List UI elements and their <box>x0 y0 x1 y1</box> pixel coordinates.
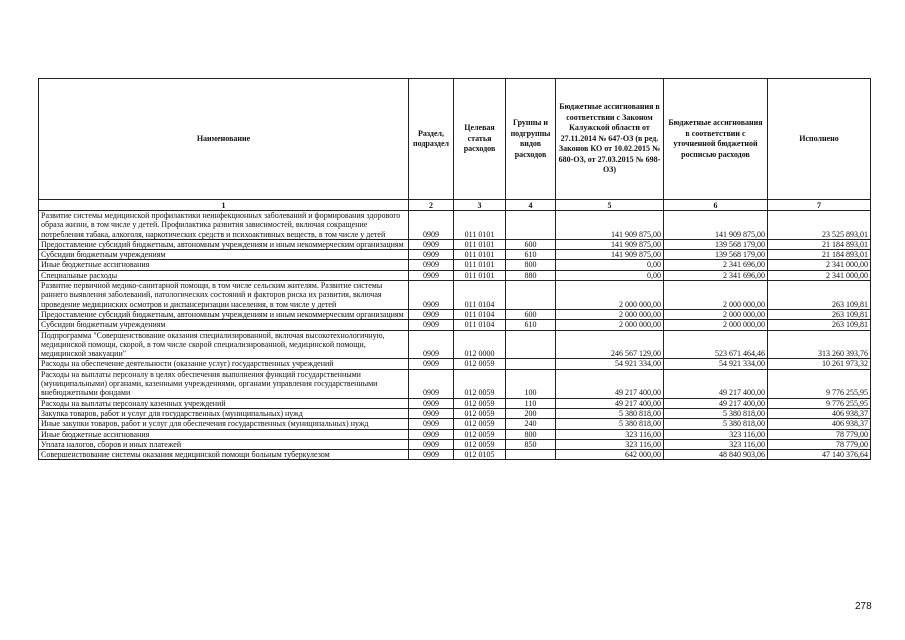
cell-section: 0909 <box>409 359 454 369</box>
cell-target: 011 0104 <box>454 309 506 319</box>
table-row <box>39 320 871 330</box>
cell-name: Расходы на выплаты персоналу в целях обеспечения выполнения функций государственными (муниципальными) органами, казенными учреждениями, органами управления государственными внебюджетными фондами <box>39 369 409 398</box>
budget-table <box>38 78 871 460</box>
cell-executed: 21 184 893,01 <box>768 250 871 260</box>
col-number: 6 <box>664 200 768 211</box>
col-number: 5 <box>556 200 664 211</box>
cell-section: 0909 <box>409 250 454 260</box>
col-number: 2 <box>409 200 454 211</box>
cell-group <box>506 330 556 359</box>
cell-target: 012 0105 <box>454 450 506 460</box>
cell-target: 011 0104 <box>454 281 506 310</box>
col-number: 1 <box>39 200 409 211</box>
cell-target: 011 0104 <box>454 320 506 330</box>
cell-group: 880 <box>506 270 556 280</box>
cell-refined: 323 116,00 <box>664 429 768 439</box>
table-row <box>39 309 871 319</box>
header-row <box>39 79 871 200</box>
cell-group: 610 <box>506 320 556 330</box>
cell-target: 011 0101 <box>454 260 506 270</box>
cell-target: 012 0059 <box>454 359 506 369</box>
cell-name: Иные закупки товаров, работ и услуг для обеспечения государственных (муниципальных) нужд <box>39 419 409 429</box>
cell-section: 0909 <box>409 330 454 359</box>
cell-refined: 49 217 400,00 <box>664 398 768 408</box>
cell-group: 200 <box>506 408 556 418</box>
cell-law: 323 116,00 <box>556 439 664 449</box>
cell-name: Субсидии бюджетным учреждениям <box>39 320 409 330</box>
cell-name: Иные бюджетные ассигнования <box>39 429 409 439</box>
col-number: 3 <box>454 200 506 211</box>
cell-name: Подпрограмма "Совершенствование оказания специализированной, включая высокотехнологичную, медицинской помощи, скорой, в том числе скорой специализированной, медицинской помощи, медицинской эвакуации" <box>39 330 409 359</box>
cell-executed: 78 779,00 <box>768 429 871 439</box>
cell-refined: 5 380 818,00 <box>664 419 768 429</box>
cell-executed: 9 776 255,95 <box>768 398 871 408</box>
cell-group: 240 <box>506 419 556 429</box>
table-row <box>39 408 871 418</box>
table-row <box>39 270 871 280</box>
table-row <box>39 239 871 249</box>
table-row <box>39 450 871 460</box>
cell-group: 610 <box>506 250 556 260</box>
cell-section: 0909 <box>409 309 454 319</box>
cell-executed: 78 779,00 <box>768 439 871 449</box>
table-row <box>39 330 871 359</box>
cell-executed: 10 261 973,32 <box>768 359 871 369</box>
table-row <box>39 419 871 429</box>
cell-law: 246 567 129,00 <box>556 330 664 359</box>
cell-refined: 141 909 875,00 <box>664 211 768 240</box>
column-numbers-row <box>39 200 871 211</box>
table-row <box>39 369 871 398</box>
cell-refined: 139 568 179,00 <box>664 239 768 249</box>
cell-executed: 21 184 893,01 <box>768 239 871 249</box>
cell-executed: 406 938,37 <box>768 408 871 418</box>
header-law: Бюджетные ассигнования в соответствии с Законом Калужской области от 27.11.2014 № 647-ОЗ (в ред. Законов КО от 10.02.2015 № 680-ОЗ, от 27.03.2015 № 698-ОЗ) <box>556 79 664 200</box>
cell-name: Субсидии бюджетным учреждениям <box>39 250 409 260</box>
cell-target: 012 0059 <box>454 408 506 418</box>
cell-executed: 2 341 000,00 <box>768 260 871 270</box>
cell-executed: 263 109,81 <box>768 281 871 310</box>
cell-law: 54 921 334,00 <box>556 359 664 369</box>
cell-group: 100 <box>506 369 556 398</box>
cell-section: 0909 <box>409 320 454 330</box>
cell-law: 141 909 875,00 <box>556 239 664 249</box>
cell-name: Предоставление субсидий бюджетным, автономным учреждениям и иным некоммерческим организациям <box>39 239 409 249</box>
cell-section: 0909 <box>409 369 454 398</box>
cell-executed: 263 109,81 <box>768 309 871 319</box>
page-number: 278 <box>855 601 872 612</box>
cell-refined: 48 840 903,06 <box>664 450 768 460</box>
cell-group: 800 <box>506 260 556 270</box>
cell-target: 011 0101 <box>454 270 506 280</box>
cell-target: 012 0059 <box>454 439 506 449</box>
cell-name: Специальные расходы <box>39 270 409 280</box>
cell-refined: 2 341 696,00 <box>664 260 768 270</box>
cell-name: Совершенствование системы оказания медицинской помощи больным туберкулезом <box>39 450 409 460</box>
cell-refined: 2 000 000,00 <box>664 320 768 330</box>
cell-group: 110 <box>506 398 556 408</box>
cell-law: 5 380 818,00 <box>556 408 664 418</box>
cell-law: 141 909 875,00 <box>556 211 664 240</box>
table-row <box>39 250 871 260</box>
table-row <box>39 439 871 449</box>
cell-group: 800 <box>506 429 556 439</box>
header-section: Раздел, подраздел <box>409 79 454 200</box>
col-number: 7 <box>768 200 871 211</box>
cell-section: 0909 <box>409 260 454 270</box>
cell-law: 2 000 000,00 <box>556 281 664 310</box>
cell-section: 0909 <box>409 439 454 449</box>
cell-refined: 323 116,00 <box>664 439 768 449</box>
table-row <box>39 281 871 310</box>
cell-group: 600 <box>506 309 556 319</box>
cell-section: 0909 <box>409 450 454 460</box>
col-number: 4 <box>506 200 556 211</box>
cell-executed: 2 341 000,00 <box>768 270 871 280</box>
cell-refined: 523 671 464,46 <box>664 330 768 359</box>
cell-section: 0909 <box>409 419 454 429</box>
table-row <box>39 260 871 270</box>
cell-law: 2 000 000,00 <box>556 320 664 330</box>
cell-target: 012 0059 <box>454 369 506 398</box>
cell-name: Уплата налогов, сборов и иных платежей <box>39 439 409 449</box>
header-executed: Исполнено <box>768 79 871 200</box>
cell-target: 011 0101 <box>454 211 506 240</box>
cell-section: 0909 <box>409 408 454 418</box>
cell-refined: 49 217 400,00 <box>664 369 768 398</box>
cell-section: 0909 <box>409 239 454 249</box>
cell-law: 2 000 000,00 <box>556 309 664 319</box>
cell-law: 642 000,00 <box>556 450 664 460</box>
cell-target: 012 0000 <box>454 330 506 359</box>
table-row <box>39 211 871 240</box>
cell-law: 5 380 818,00 <box>556 419 664 429</box>
cell-law: 141 909 875,00 <box>556 250 664 260</box>
cell-name: Расходы на выплаты персоналу казенных учреждений <box>39 398 409 408</box>
cell-name: Развитие первичной медико-санитарной помощи, в том числе сельским жителям. Развитие системы раннего выявления заболеваний, патологических состояний и факторов риска их развития, включая проведение медицинских осмотров и диспансеризации населения, в том числе у детей <box>39 281 409 310</box>
table-row <box>39 398 871 408</box>
cell-name: Расходы на обеспечение деятельности (оказание услуг) государственных учреждений <box>39 359 409 369</box>
cell-section: 0909 <box>409 270 454 280</box>
header-refined: Бюджетные ассигнования в соответствии с уточненной бюджетной росписью расходов <box>664 79 768 200</box>
cell-refined: 139 568 179,00 <box>664 250 768 260</box>
cell-group: 600 <box>506 239 556 249</box>
cell-target: 011 0101 <box>454 239 506 249</box>
cell-group <box>506 211 556 240</box>
header-target: Целевая статья расходов <box>454 79 506 200</box>
cell-executed: 313 260 393,76 <box>768 330 871 359</box>
cell-executed: 9 776 255,95 <box>768 369 871 398</box>
cell-law: 49 217 400,00 <box>556 369 664 398</box>
cell-executed: 406 938,37 <box>768 419 871 429</box>
cell-refined: 54 921 334,00 <box>664 359 768 369</box>
cell-target: 012 0059 <box>454 429 506 439</box>
cell-section: 0909 <box>409 281 454 310</box>
table-row <box>39 429 871 439</box>
cell-target: 012 0059 <box>454 419 506 429</box>
cell-law: 49 217 400,00 <box>556 398 664 408</box>
cell-executed: 47 140 376,64 <box>768 450 871 460</box>
cell-refined: 2 000 000,00 <box>664 281 768 310</box>
cell-refined: 2 000 000,00 <box>664 309 768 319</box>
cell-executed: 263 109,81 <box>768 320 871 330</box>
cell-group <box>506 359 556 369</box>
header-name: Наименование <box>39 79 409 200</box>
cell-name: Предоставление субсидий бюджетным, автономным учреждениям и иным некоммерческим организациям <box>39 309 409 319</box>
cell-name: Иные бюджетные ассигнования <box>39 260 409 270</box>
cell-law: 0,00 <box>556 260 664 270</box>
cell-section: 0909 <box>409 211 454 240</box>
cell-target: 011 0101 <box>454 250 506 260</box>
cell-section: 0909 <box>409 429 454 439</box>
header-group: Группы и подгруппы видов расходов <box>506 79 556 200</box>
cell-name: Развитие системы медицинской профилактики неинфекционных заболеваний и формирования здорового образа жизни, в том числе у детей. Профилактика развития зависимостей, включая сокращение потребления табака, алкоголя, наркотических средств и психоактивных веществ, в том числе у детей <box>39 211 409 240</box>
cell-executed: 23 525 893,01 <box>768 211 871 240</box>
cell-refined: 5 380 818,00 <box>664 408 768 418</box>
cell-group <box>506 450 556 460</box>
cell-section: 0909 <box>409 398 454 408</box>
table-row <box>39 359 871 369</box>
cell-name: Закупка товаров, работ и услуг для государственных (муниципальных) нужд <box>39 408 409 418</box>
cell-refined: 2 341 696,00 <box>664 270 768 280</box>
cell-law: 323 116,00 <box>556 429 664 439</box>
cell-law: 0,00 <box>556 270 664 280</box>
cell-group: 850 <box>506 439 556 449</box>
cell-target: 012 0059 <box>454 398 506 408</box>
cell-group <box>506 281 556 310</box>
